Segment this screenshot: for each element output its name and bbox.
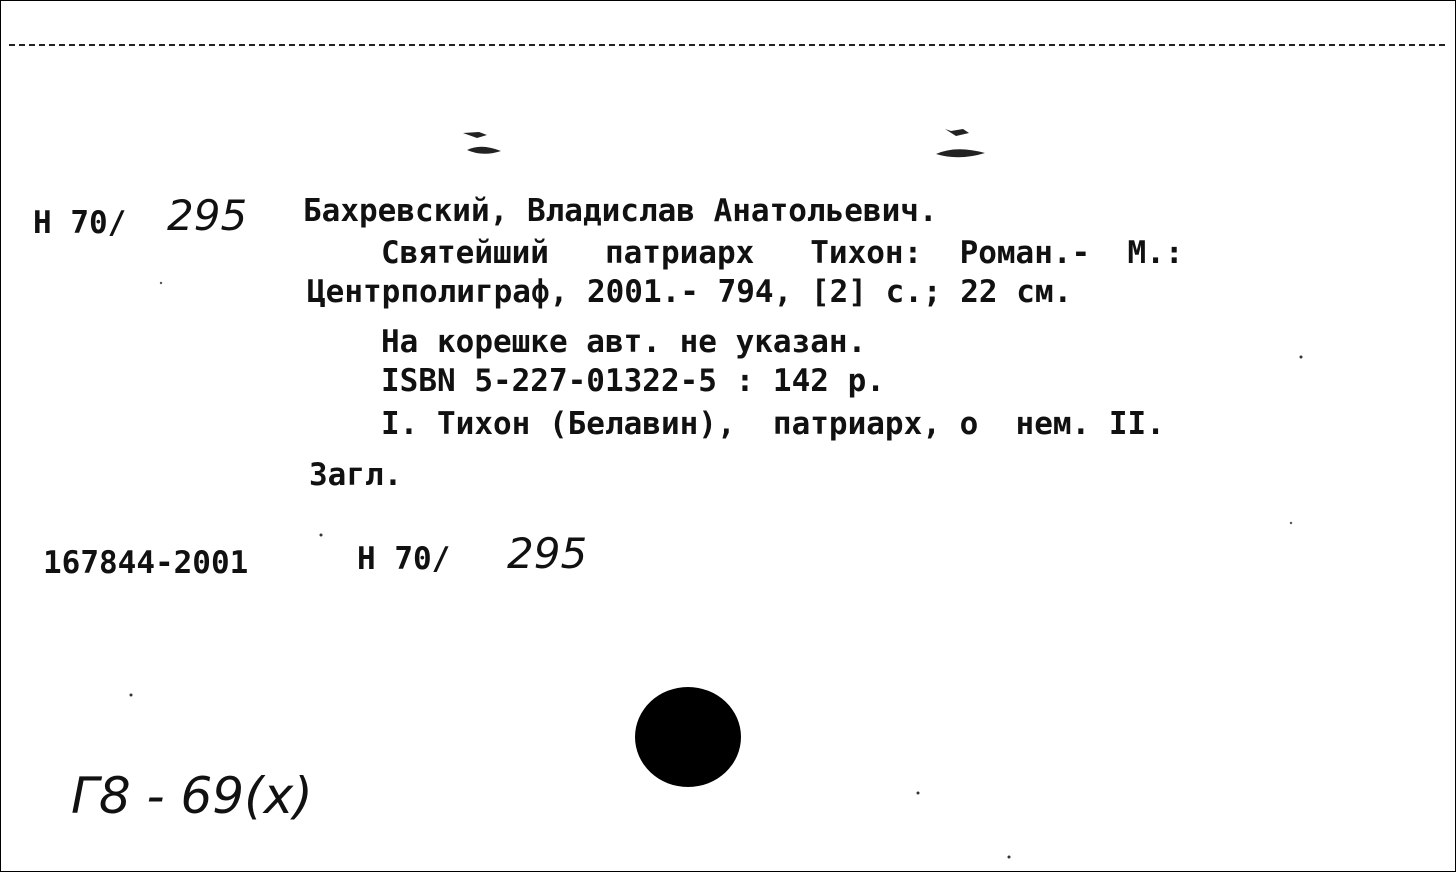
- accession-shelf-prefix: Н 70/: [357, 541, 451, 577]
- isbn-line: ISBN 5-227-01322-5 : 142 р.: [381, 363, 885, 399]
- title-line-2: Центрполиграф, 2001.- 794, [2] с.; 22 см.: [307, 274, 1073, 310]
- accession-number: 167844-2001: [43, 545, 249, 581]
- handwritten-code: Г8 - 69(х): [71, 767, 313, 825]
- note-line: На корешке авт. не указан.: [381, 324, 867, 360]
- accession-handwritten-number: 295: [507, 529, 588, 578]
- shelf-mark-handwritten-number: 295: [167, 191, 248, 240]
- subjects-line-2: Загл.: [309, 457, 403, 493]
- author-heading: Бахревский, Владислав Анатольевич.: [303, 193, 938, 229]
- punch-hole: [635, 687, 741, 787]
- subjects-line-1: I. Тихон (Белавин), патриарх, о нем. II.: [381, 406, 1165, 442]
- title-line-1: Святейший патриарх Тихон: Роман.- М.:: [381, 235, 1184, 271]
- shelf-mark-prefix: Н 70/: [33, 205, 127, 241]
